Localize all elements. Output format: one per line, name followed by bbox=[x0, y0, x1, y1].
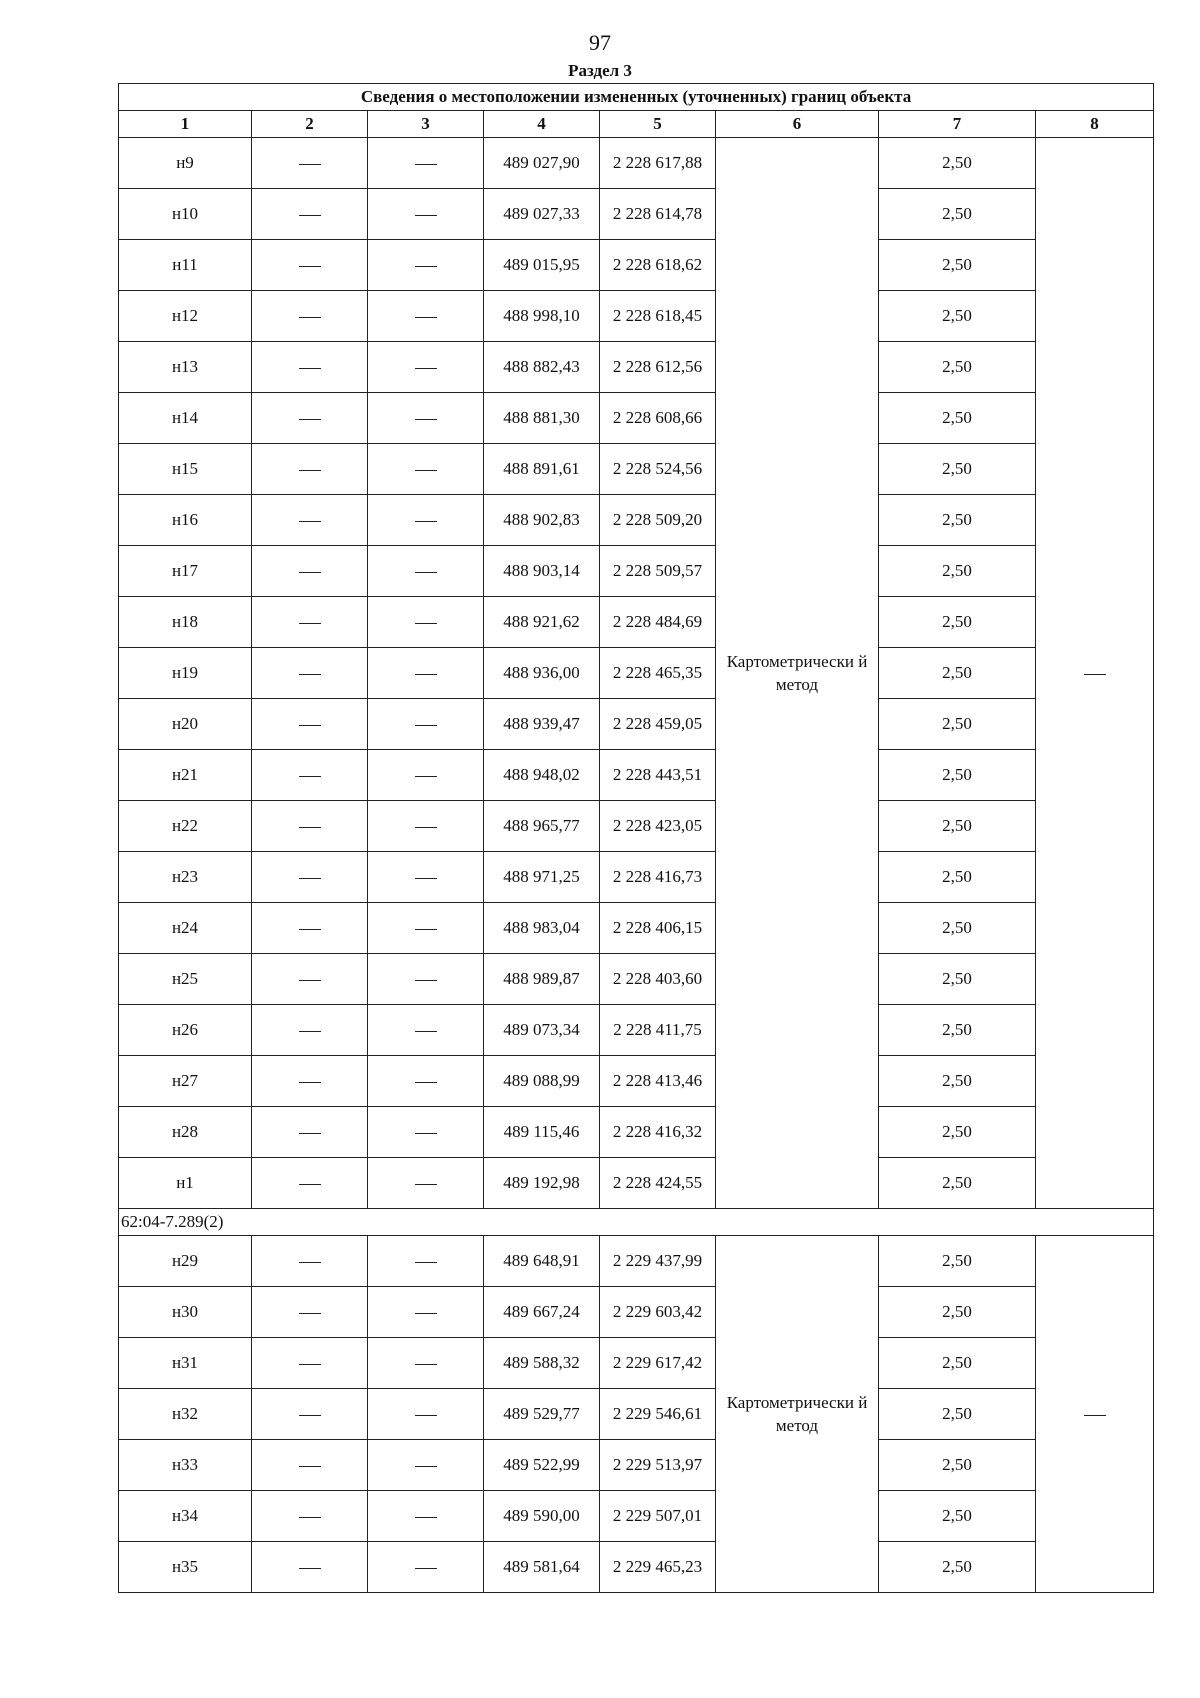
table-row bbox=[119, 393, 1154, 444]
dash-mark bbox=[415, 725, 437, 726]
col8-dash bbox=[1036, 138, 1154, 1209]
precision-value: 2,50 bbox=[879, 1005, 1036, 1056]
col3-dash bbox=[368, 1440, 484, 1491]
dash-mark bbox=[415, 1313, 437, 1314]
point-name: н20 bbox=[119, 699, 252, 750]
col3-dash bbox=[368, 1005, 484, 1056]
x-coordinate: 488 965,77 bbox=[484, 801, 600, 852]
point-name: н35 bbox=[119, 1542, 252, 1593]
table-row bbox=[119, 1236, 1154, 1287]
precision-value: 2,50 bbox=[879, 1491, 1036, 1542]
y-coordinate: 2 228 608,66 bbox=[600, 393, 716, 444]
col2-dash bbox=[252, 546, 368, 597]
table-row bbox=[119, 852, 1154, 903]
col2-dash bbox=[252, 903, 368, 954]
dash-mark bbox=[299, 725, 321, 726]
col2-dash bbox=[252, 1440, 368, 1491]
table-row bbox=[119, 597, 1154, 648]
precision-value: 2,50 bbox=[879, 1158, 1036, 1209]
col3-dash bbox=[368, 801, 484, 852]
x-coordinate: 489 588,32 bbox=[484, 1338, 600, 1389]
y-coordinate: 2 228 424,55 bbox=[600, 1158, 716, 1209]
section-title: Раздел 3 bbox=[568, 61, 632, 80]
point-name: н29 bbox=[119, 1236, 252, 1287]
y-coordinate: 2 228 465,35 bbox=[600, 648, 716, 699]
dash-mark bbox=[415, 827, 437, 828]
precision-value: 2,50 bbox=[879, 954, 1036, 1005]
x-coordinate: 489 015,95 bbox=[484, 240, 600, 291]
precision-value: 2,50 bbox=[879, 801, 1036, 852]
table-row bbox=[119, 954, 1154, 1005]
point-name: н22 bbox=[119, 801, 252, 852]
x-coordinate: 488 891,61 bbox=[484, 444, 600, 495]
table-row bbox=[119, 1491, 1154, 1542]
point-name: н34 bbox=[119, 1491, 252, 1542]
dash-mark bbox=[299, 1364, 321, 1365]
dash-mark bbox=[415, 1415, 437, 1416]
col8-dash bbox=[1036, 1236, 1154, 1593]
dash-mark bbox=[299, 266, 321, 267]
col2-dash bbox=[252, 342, 368, 393]
dash-mark bbox=[299, 1031, 321, 1032]
col3-dash bbox=[368, 546, 484, 597]
x-coordinate: 489 192,98 bbox=[484, 1158, 600, 1209]
table-row bbox=[119, 546, 1154, 597]
dash-mark bbox=[1084, 1415, 1106, 1416]
col2-dash bbox=[252, 240, 368, 291]
precision-value: 2,50 bbox=[879, 240, 1036, 291]
x-coordinate: 489 522,99 bbox=[484, 1440, 600, 1491]
y-coordinate: 2 229 507,01 bbox=[600, 1491, 716, 1542]
y-coordinate: 2 228 617,88 bbox=[600, 138, 716, 189]
point-name: н21 bbox=[119, 750, 252, 801]
dash-mark bbox=[299, 1184, 321, 1185]
column-header-8: 8 bbox=[1036, 111, 1154, 138]
dash-mark bbox=[415, 317, 437, 318]
col3-dash bbox=[368, 291, 484, 342]
y-coordinate: 2 228 618,45 bbox=[600, 291, 716, 342]
dash-mark bbox=[415, 470, 437, 471]
table-caption: Сведения о местоположении измененных (уточненных) границ объекта bbox=[119, 84, 1154, 111]
col2-dash bbox=[252, 852, 368, 903]
precision-value: 2,50 bbox=[879, 648, 1036, 699]
col2-dash bbox=[252, 954, 368, 1005]
dash-mark bbox=[415, 215, 437, 216]
table-body bbox=[119, 138, 1154, 1593]
dash-mark bbox=[415, 776, 437, 777]
dash-mark bbox=[415, 521, 437, 522]
column-header-5: 5 bbox=[600, 111, 716, 138]
dash-mark bbox=[415, 164, 437, 165]
col3-dash bbox=[368, 1542, 484, 1593]
x-coordinate: 488 903,14 bbox=[484, 546, 600, 597]
column-header-2: 2 bbox=[252, 111, 368, 138]
table-row bbox=[119, 240, 1154, 291]
precision-value: 2,50 bbox=[879, 1542, 1036, 1593]
table-row bbox=[119, 648, 1154, 699]
col3-dash bbox=[368, 1338, 484, 1389]
precision-value: 2,50 bbox=[879, 1287, 1036, 1338]
dash-mark bbox=[299, 1415, 321, 1416]
point-name: н1 bbox=[119, 1158, 252, 1209]
y-coordinate: 2 228 443,51 bbox=[600, 750, 716, 801]
precision-value: 2,50 bbox=[879, 189, 1036, 240]
point-name: н23 bbox=[119, 852, 252, 903]
table-row bbox=[119, 903, 1154, 954]
column-header-7: 7 bbox=[879, 111, 1036, 138]
y-coordinate: 2 228 509,57 bbox=[600, 546, 716, 597]
point-name: н14 bbox=[119, 393, 252, 444]
dash-mark bbox=[299, 827, 321, 828]
point-name: н24 bbox=[119, 903, 252, 954]
y-coordinate: 2 228 524,56 bbox=[600, 444, 716, 495]
column-header-row bbox=[119, 111, 1154, 138]
col3-dash bbox=[368, 1107, 484, 1158]
col2-dash bbox=[252, 189, 368, 240]
col3-dash bbox=[368, 954, 484, 1005]
col2-dash bbox=[252, 1158, 368, 1209]
table-row bbox=[119, 138, 1154, 189]
table-row bbox=[119, 189, 1154, 240]
dash-mark bbox=[415, 1082, 437, 1083]
precision-value: 2,50 bbox=[879, 903, 1036, 954]
precision-value: 2,50 bbox=[879, 699, 1036, 750]
table-row bbox=[119, 1440, 1154, 1491]
dash-mark bbox=[415, 1184, 437, 1185]
dash-mark bbox=[299, 317, 321, 318]
precision-value: 2,50 bbox=[879, 546, 1036, 597]
y-coordinate: 2 228 484,69 bbox=[600, 597, 716, 648]
dash-mark bbox=[415, 980, 437, 981]
method-cell: Картометрически й метод bbox=[716, 1236, 879, 1593]
x-coordinate: 489 073,34 bbox=[484, 1005, 600, 1056]
col3-dash bbox=[368, 189, 484, 240]
col3-dash bbox=[368, 1287, 484, 1338]
y-coordinate: 2 228 413,46 bbox=[600, 1056, 716, 1107]
y-coordinate: 2 228 614,78 bbox=[600, 189, 716, 240]
x-coordinate: 488 948,02 bbox=[484, 750, 600, 801]
x-coordinate: 489 529,77 bbox=[484, 1389, 600, 1440]
y-coordinate: 2 228 403,60 bbox=[600, 954, 716, 1005]
y-coordinate: 2 228 406,15 bbox=[600, 903, 716, 954]
x-coordinate: 488 882,43 bbox=[484, 342, 600, 393]
precision-value: 2,50 bbox=[879, 597, 1036, 648]
y-coordinate: 2 228 416,32 bbox=[600, 1107, 716, 1158]
point-name: н17 bbox=[119, 546, 252, 597]
col2-dash bbox=[252, 597, 368, 648]
point-name: н12 bbox=[119, 291, 252, 342]
col2-dash bbox=[252, 1389, 368, 1440]
precision-value: 2,50 bbox=[879, 393, 1036, 444]
precision-value: 2,50 bbox=[879, 342, 1036, 393]
table-row bbox=[119, 699, 1154, 750]
dash-mark bbox=[415, 623, 437, 624]
x-coordinate: 489 115,46 bbox=[484, 1107, 600, 1158]
table-row bbox=[119, 1338, 1154, 1389]
point-name: н30 bbox=[119, 1287, 252, 1338]
y-coordinate: 2 229 465,23 bbox=[600, 1542, 716, 1593]
col3-dash bbox=[368, 648, 484, 699]
x-coordinate: 489 590,00 bbox=[484, 1491, 600, 1542]
col2-dash bbox=[252, 801, 368, 852]
col3-dash bbox=[368, 1389, 484, 1440]
table-row bbox=[119, 750, 1154, 801]
col3-dash bbox=[368, 138, 484, 189]
y-coordinate: 2 228 411,75 bbox=[600, 1005, 716, 1056]
precision-value: 2,50 bbox=[879, 444, 1036, 495]
col3-dash bbox=[368, 495, 484, 546]
table-row bbox=[119, 1389, 1154, 1440]
dash-mark bbox=[415, 368, 437, 369]
dash-mark bbox=[415, 674, 437, 675]
dash-mark bbox=[299, 623, 321, 624]
y-coordinate: 2 228 416,73 bbox=[600, 852, 716, 903]
point-name: н27 bbox=[119, 1056, 252, 1107]
method-cell: Картометрически й метод bbox=[716, 138, 879, 1209]
point-name: н16 bbox=[119, 495, 252, 546]
precision-value: 2,50 bbox=[879, 495, 1036, 546]
y-coordinate: 2 228 509,20 bbox=[600, 495, 716, 546]
boundary-table bbox=[118, 83, 1154, 1593]
y-coordinate: 2 228 459,05 bbox=[600, 699, 716, 750]
table-row bbox=[119, 1107, 1154, 1158]
precision-value: 2,50 bbox=[879, 1056, 1036, 1107]
y-coordinate: 2 229 546,61 bbox=[600, 1389, 716, 1440]
dash-mark bbox=[299, 1082, 321, 1083]
table-row bbox=[119, 1158, 1154, 1209]
col3-dash bbox=[368, 342, 484, 393]
precision-value: 2,50 bbox=[879, 1389, 1036, 1440]
group-label: 62:04-7.289(2) bbox=[119, 1209, 1154, 1236]
point-name: н25 bbox=[119, 954, 252, 1005]
dash-mark bbox=[299, 368, 321, 369]
dash-mark bbox=[299, 1517, 321, 1518]
y-coordinate: 2 228 423,05 bbox=[600, 801, 716, 852]
precision-value: 2,50 bbox=[879, 138, 1036, 189]
y-coordinate: 2 228 612,56 bbox=[600, 342, 716, 393]
dash-mark bbox=[299, 929, 321, 930]
dash-mark bbox=[415, 266, 437, 267]
y-coordinate: 2 228 618,62 bbox=[600, 240, 716, 291]
x-coordinate: 489 648,91 bbox=[484, 1236, 600, 1287]
dash-mark bbox=[299, 674, 321, 675]
dash-mark bbox=[299, 878, 321, 879]
precision-value: 2,50 bbox=[879, 1440, 1036, 1491]
y-coordinate: 2 229 617,42 bbox=[600, 1338, 716, 1389]
x-coordinate: 489 581,64 bbox=[484, 1542, 600, 1593]
dash-mark bbox=[299, 1568, 321, 1569]
column-header-4: 4 bbox=[484, 111, 600, 138]
col3-dash bbox=[368, 1056, 484, 1107]
precision-value: 2,50 bbox=[879, 291, 1036, 342]
point-name: н32 bbox=[119, 1389, 252, 1440]
point-name: н9 bbox=[119, 138, 252, 189]
point-name: н31 bbox=[119, 1338, 252, 1389]
col2-dash bbox=[252, 699, 368, 750]
x-coordinate: 488 998,10 bbox=[484, 291, 600, 342]
column-header-6: 6 bbox=[716, 111, 879, 138]
col2-dash bbox=[252, 393, 368, 444]
dash-mark bbox=[299, 215, 321, 216]
x-coordinate: 488 936,00 bbox=[484, 648, 600, 699]
col2-dash bbox=[252, 1338, 368, 1389]
column-header-3: 3 bbox=[368, 111, 484, 138]
dash-mark bbox=[1084, 674, 1106, 675]
dash-mark bbox=[415, 878, 437, 879]
table-row bbox=[119, 1056, 1154, 1107]
point-name: н11 bbox=[119, 240, 252, 291]
col2-dash bbox=[252, 1542, 368, 1593]
dash-mark bbox=[299, 1466, 321, 1467]
y-coordinate: 2 229 513,97 bbox=[600, 1440, 716, 1491]
point-name: н13 bbox=[119, 342, 252, 393]
col3-dash bbox=[368, 1158, 484, 1209]
page-number: 97 bbox=[589, 30, 611, 55]
x-coordinate: 489 088,99 bbox=[484, 1056, 600, 1107]
col3-dash bbox=[368, 240, 484, 291]
precision-value: 2,50 bbox=[879, 1107, 1036, 1158]
col2-dash bbox=[252, 444, 368, 495]
col3-dash bbox=[368, 699, 484, 750]
point-name: н18 bbox=[119, 597, 252, 648]
x-coordinate: 488 921,62 bbox=[484, 597, 600, 648]
point-name: н28 bbox=[119, 1107, 252, 1158]
x-coordinate: 488 902,83 bbox=[484, 495, 600, 546]
col2-dash bbox=[252, 1056, 368, 1107]
col2-dash bbox=[252, 291, 368, 342]
point-name: н15 bbox=[119, 444, 252, 495]
precision-value: 2,50 bbox=[879, 750, 1036, 801]
dash-mark bbox=[299, 419, 321, 420]
table-row bbox=[119, 801, 1154, 852]
col2-dash bbox=[252, 1107, 368, 1158]
col3-dash bbox=[368, 1236, 484, 1287]
dash-mark bbox=[299, 1313, 321, 1314]
col3-dash bbox=[368, 1491, 484, 1542]
precision-value: 2,50 bbox=[879, 1338, 1036, 1389]
col3-dash bbox=[368, 852, 484, 903]
col3-dash bbox=[368, 393, 484, 444]
dash-mark bbox=[299, 1133, 321, 1134]
col2-dash bbox=[252, 648, 368, 699]
col2-dash bbox=[252, 1005, 368, 1056]
col2-dash bbox=[252, 1236, 368, 1287]
dash-mark bbox=[299, 470, 321, 471]
dash-mark bbox=[299, 1262, 321, 1263]
point-name: н26 bbox=[119, 1005, 252, 1056]
point-name: н19 bbox=[119, 648, 252, 699]
group-label-row bbox=[119, 1209, 1154, 1236]
table-row bbox=[119, 1542, 1154, 1593]
dash-mark bbox=[415, 419, 437, 420]
table-row bbox=[119, 1287, 1154, 1338]
x-coordinate: 489 667,24 bbox=[484, 1287, 600, 1338]
dash-mark bbox=[299, 572, 321, 573]
dash-mark bbox=[415, 1466, 437, 1467]
column-header-1: 1 bbox=[119, 111, 252, 138]
y-coordinate: 2 229 603,42 bbox=[600, 1287, 716, 1338]
x-coordinate: 488 971,25 bbox=[484, 852, 600, 903]
dash-mark bbox=[415, 1517, 437, 1518]
col2-dash bbox=[252, 495, 368, 546]
table-row bbox=[119, 291, 1154, 342]
table-row bbox=[119, 342, 1154, 393]
table-row bbox=[119, 444, 1154, 495]
dash-mark bbox=[415, 1133, 437, 1134]
dash-mark bbox=[415, 929, 437, 930]
dash-mark bbox=[415, 1364, 437, 1365]
x-coordinate: 488 939,47 bbox=[484, 699, 600, 750]
table-row bbox=[119, 1005, 1154, 1056]
col3-dash bbox=[368, 903, 484, 954]
dash-mark bbox=[415, 1262, 437, 1263]
dash-mark bbox=[299, 521, 321, 522]
dash-mark bbox=[415, 572, 437, 573]
dash-mark bbox=[415, 1031, 437, 1032]
col2-dash bbox=[252, 138, 368, 189]
table-row bbox=[119, 495, 1154, 546]
point-name: н10 bbox=[119, 189, 252, 240]
col3-dash bbox=[368, 597, 484, 648]
col2-dash bbox=[252, 1287, 368, 1338]
precision-value: 2,50 bbox=[879, 852, 1036, 903]
dash-mark bbox=[299, 164, 321, 165]
col3-dash bbox=[368, 750, 484, 801]
dash-mark bbox=[299, 980, 321, 981]
x-coordinate: 488 983,04 bbox=[484, 903, 600, 954]
col2-dash bbox=[252, 1491, 368, 1542]
col3-dash bbox=[368, 444, 484, 495]
dash-mark bbox=[299, 776, 321, 777]
x-coordinate: 489 027,33 bbox=[484, 189, 600, 240]
col2-dash bbox=[252, 750, 368, 801]
point-name: н33 bbox=[119, 1440, 252, 1491]
x-coordinate: 488 989,87 bbox=[484, 954, 600, 1005]
dash-mark bbox=[415, 1568, 437, 1569]
x-coordinate: 489 027,90 bbox=[484, 138, 600, 189]
x-coordinate: 488 881,30 bbox=[484, 393, 600, 444]
y-coordinate: 2 229 437,99 bbox=[600, 1236, 716, 1287]
precision-value: 2,50 bbox=[879, 1236, 1036, 1287]
